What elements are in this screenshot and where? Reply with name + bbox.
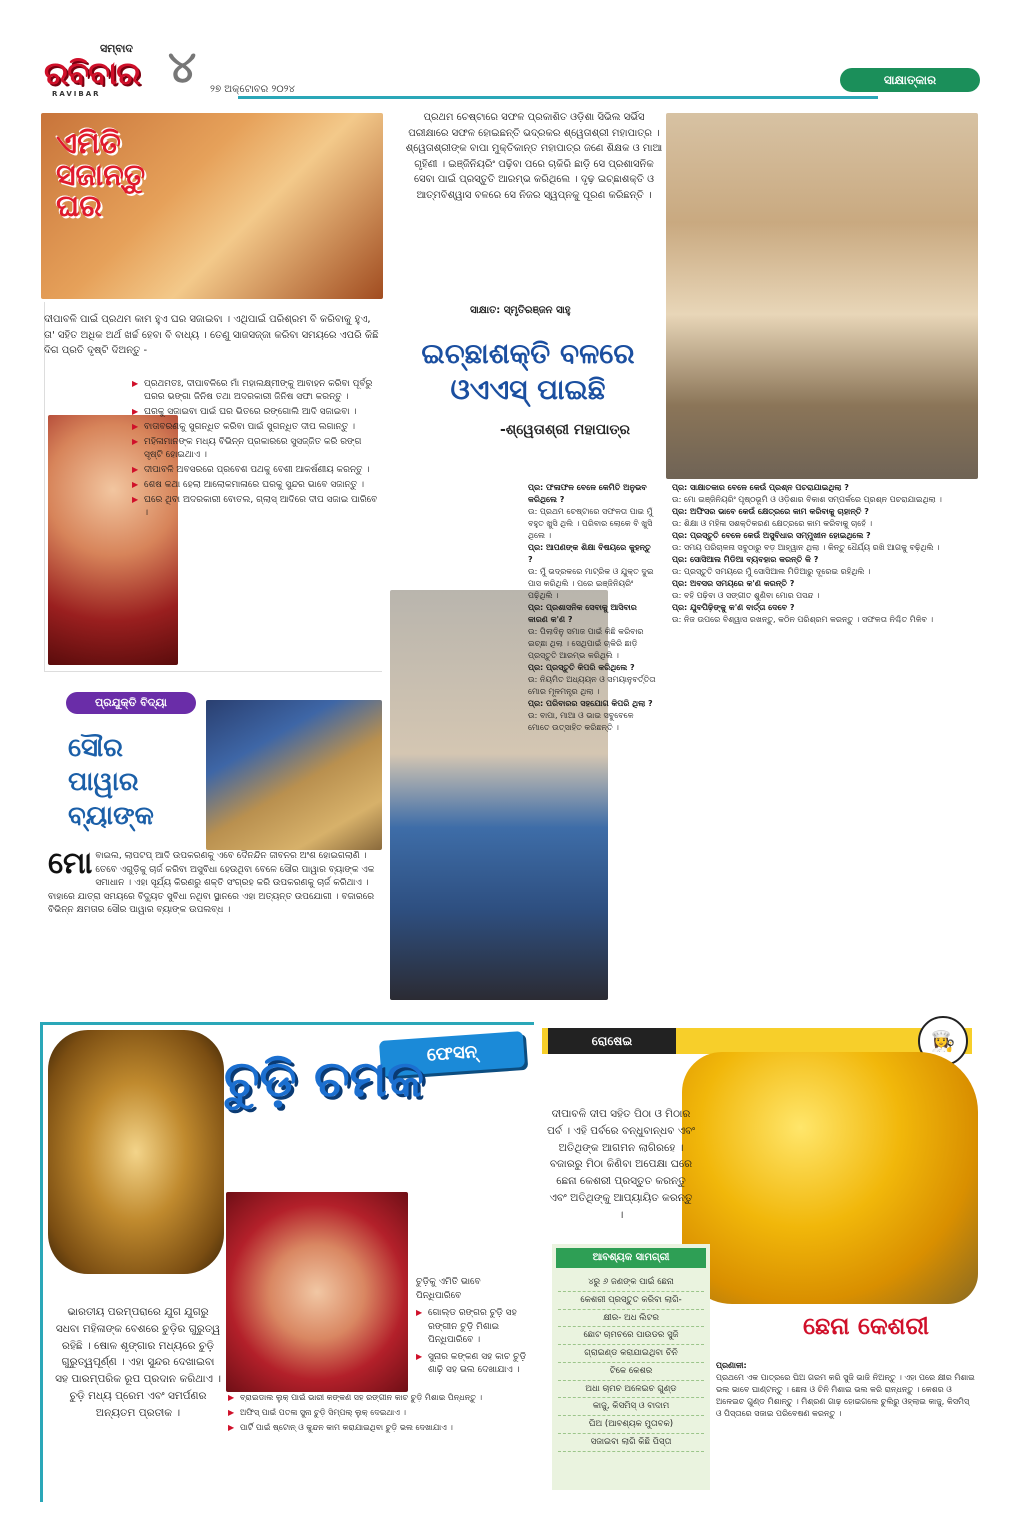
ingredient-item: ଅଧା ଚାମଚ ଅଳେଇଚ ଗୁଣ୍ଡ bbox=[558, 1381, 704, 1399]
decor-tip: ▶ ଦୀପାବଳି ଅବସରରେ ପ୍ରବେଶ ପଥକୁ ବେଶୀ ଆକର୍ଷଣୀୟ କରନ୍ତୁ । bbox=[132, 464, 380, 477]
chef-icon: 👩‍🍳 bbox=[918, 1016, 968, 1066]
fashion-side-tip: ▶ ସୁନାର କଙ୍କଣ ସହ କାଚ ଚୁଡ଼ି ଶାଢ଼ି ସହ ଭଲ ଦେଖାଯାଏ । bbox=[416, 1351, 528, 1378]
decor-tip: ▶ ପ୍ରଥମତଃ, ଦୀପାବଳିରେ ମାଁ ମହାଲକ୍ଷ୍ମୀଙ୍କୁ ଆବାହନ କରିବା ପୂର୍ବରୁ ଘରର ଭଙ୍ଗା ଜିନିଷ ତଥା ଅଦରକାରୀ ଜିନିଷ ସଫା କରନ୍ତୁ । bbox=[132, 378, 380, 404]
qa-question: ପ୍ର: ଯୁବପିଢ଼ିଙ୍କୁ କ'ଣ ବାର୍ତ୍ତା ଦେବେ ? bbox=[672, 603, 795, 612]
ingredient-item: କେଶରୀ ପ୍ରସ୍ତୁତ କରିବା ଲାଗି- bbox=[558, 1292, 704, 1310]
solar-dropcap: ମୋ bbox=[48, 846, 93, 881]
interview-intro: ପ୍ରଥମ ଚେଷ୍ଟାରେ ସଫଳ ପ୍ରକାଶିତ ଓଡ଼ିଶା ସିଭିଲ ସର୍ଭିସ ପରୀକ୍ଷାରେ ସଫଳ ହୋଇଛନ୍ତି ଭଦ୍ରକର ଶ୍ୱେତାଶ୍ରୀ ମହାପାତ୍ର । ଶ୍ୱେତାଶ୍ରୀଙ୍କ ବାପା ମୁକ୍ତିକାନ୍ତ ମହାପାତ୍ର ଜଣେ ଶିକ୍ଷକ ଓ ମାଆ ଗୃହିଣୀ । ଇଞ୍ଜିନିୟରିଂ ପଢ଼ିବା ପରେ ଚାକିରି ଛାଡ଼ି ସେ ପ୍ରଶାସନିକ ସେବା ପାଇଁ ପ୍ରସ୍ତୁତି ଆରମ୍ଭ କରିଥିଲେ । ଦୃଢ଼ ଇଚ୍ଛାଶକ୍ତି ଓ ଆତ୍ମବିଶ୍ୱାସ ବଳରେ ସେ ନିଜର ସ୍ୱପ୍ନକୁ ପୂରଣ କରିଛନ୍ତି । bbox=[405, 112, 663, 201]
qa-answer: ଉ: ମୋ ଇଞ୍ଜିନିୟରିଂ ପୃଷ୍ଠଭୂମି ଓ ଓଡ଼ିଶାର ବିକାଶ ସମ୍ପର୍କରେ ପ୍ରଶ୍ନ ପଚରାଯାଇଥିଲା । bbox=[672, 495, 942, 504]
page-number: ୪ bbox=[168, 42, 197, 93]
bride-photo bbox=[226, 1192, 408, 1392]
qa-question: ପ୍ର: ପ୍ରଶାସନିକ ସେବାକୁ ଆସିବାର କାରଣ କ'ଣ ? bbox=[528, 603, 637, 624]
qa-answer: ଉ: ଶିକ୍ଷା ଓ ମହିଳା ସଶକ୍ତିକରଣ କ୍ଷେତ୍ରରେ କାମ କରିବାକୁ ଚାହେଁ । bbox=[672, 519, 873, 528]
qa-answer: ଉ: ବହି ପଢ଼ିବା ଓ ସଙ୍ଗୀତ ଶୁଣିବା ମୋର ପସନ୍ଦ । bbox=[672, 591, 820, 600]
fashion-tips-list bbox=[228, 1392, 528, 1437]
recipe-intro: ଦୀପାବଳି ଦୀପ ସହିତ ପିଠା ଓ ମିଠାର ପର୍ବ । ଏହି ପର୍ବରେ ବନ୍ଧୁବାନ୍ଧବ ଏବଂ ଅତିଥିଙ୍କ ଆଗମନ ଲାଗିରହେ । ବଜାରରୁ ମିଠା କିଣିବା ଅପେକ୍ଷା ଘରେ ଛେନା କେଶରୀ ପ୍ରସ୍ତୁତ କରନ୍ତୁ ଏବଂ ଅତିଥିଙ୍କୁ ଆପ୍ୟାୟିତ କରନ୍ତୁ । bbox=[547, 1108, 695, 1221]
decor-tip: ▶ ମହିଳାମାନଙ୍କ ମଧ୍ୟ ବିଭିନ୍ନ ପ୍ରକାରରେ ସୁସଜ୍ଜିତ କରି ରଙ୍ଗ ସୃଷ୍ଟି ହୋଇଥାଏ । bbox=[132, 436, 380, 462]
fashion-side-text: ଚୁଡ଼ିକୁ ଏମିତି ଭାବେ ପିନ୍ଧିପାରିବେ bbox=[416, 1277, 481, 1301]
qa-question: ପ୍ର: ଅଫିସର ଭାବେ କେଉଁ କ୍ଷେତ୍ରରେ କାମ କରିବାକୁ ଚାହାନ୍ତି ? bbox=[672, 507, 869, 516]
qa-answer: ଉ: ବାପା, ମାଆ ଓ ଭାଇ ସବୁବେଳେ ମୋତେ ଉତ୍ସାହିତ କରିଛନ୍ତି । bbox=[528, 711, 634, 732]
decor-tips-list bbox=[132, 378, 380, 522]
method-text: ପ୍ରଥମେ ଏକ ପାତ୍ରରେ ଘିଅ ଗରମ କରି ସୁଜି ଭାଜି ନିଅନ୍ତୁ । ଏହା ପରେ କ୍ଷୀର ମିଶାଇ ଭଲ ଭାବେ ଘାଣ୍ଟନ୍ତୁ । ଛେନା ଓ ଚିନି ମିଶାଇ ଭଲ କରି ରାନ୍ଧନ୍ତୁ । କେଶର ଓ ଅଳେଇଚ ଗୁଣ୍ଡ ମିଶାନ୍ତୁ । ମିଶ୍ରଣ ଗାଢ଼ ହୋଇଗଲେ ଚୁଲିରୁ ଓହ୍ଲାଇ କାଜୁ, କିସମିସ୍ ଓ ପିସ୍ତାରେ ସଜାଇ ପରିବେଷଣ କରନ୍ତୁ । bbox=[716, 1373, 975, 1418]
newspaper-logo bbox=[38, 40, 166, 102]
interview-headline: ଇଚ୍ଛାଶକ୍ତି ବଳରେ ଓଏଏସ୍ ପାଇଛି bbox=[421, 337, 635, 407]
decor-tip: ▶ ବାତାବରଣକୁ ସୁଗନ୍ଧିତ କରିବା ପାଇଁ ସୁଗନ୍ଧିତ ଦୀପ ଲଗାନ୍ତୁ । bbox=[132, 421, 380, 434]
decor-tip: ▶ ଶେଷ କଥା ହେଲା ଆଲୋକମାଳାରେ ଘରକୁ ସୁନ୍ଦର ଭାବେ ସଜାନ୍ତୁ । bbox=[132, 479, 380, 492]
recipe-method bbox=[716, 1360, 976, 1420]
solar-headline: ସୌର ପାୱାର ବ୍ୟାଙ୍କ bbox=[68, 733, 154, 831]
recipe-tag: ରୋଷେଇ bbox=[548, 1028, 676, 1054]
fashion-tip: ▶ ପାର୍ଟି ପାଇଁ ଷ୍ଟୋନ୍ ଓ କୁନ୍ଦନ କାମ କରାଯାଇଥିବା ଚୁଡ଼ି ଭଲ ଦେଖାଯାଏ । bbox=[228, 1422, 528, 1434]
fashion-intro: ଭାରତୀୟ ପରମ୍ପରାରେ ଯୁଗ ଯୁଗରୁ ସଧବା ମହିଳାଙ୍କ ବେଶରେ ଚୁଡ଼ିର ଗୁରୁତ୍ୱ ରହିଛି । ଷୋଳ ଶୃଙ୍ଗାର ମଧ୍ୟରେ ଚୁଡ଼ି ଗୁରୁତ୍ୱପୂର୍ଣ୍ଣ । ଏହା ସୁନ୍ଦର ଦେଖାଇବା ସହ ପାରମ୍ପରିକ ରୂପ ପ୍ରଦାନ କରିଥାଏ । ଚୁଡ଼ି ମଧ୍ୟ ପ୍ରେମ ଏବଂ ସମର୍ପଣର ଅନ୍ୟତମ ପ୍ରତୀକ । bbox=[55, 1306, 221, 1419]
ingredient-item: ସଜାଇବା ଲାଗି କିଛି ପିସ୍ତା bbox=[558, 1434, 704, 1452]
logo-sub-text: RAVIBAR bbox=[52, 90, 101, 98]
ingredient-item: ଛୋଟ ଚାମଚରେ ପାଉଡର ସୁଜି bbox=[558, 1327, 704, 1345]
qa-question: ପ୍ର: ପରିବାରର ସହଯୋଗ କିପରି ଥିଲା ? bbox=[528, 699, 653, 708]
solar-power-bank-photo bbox=[206, 700, 382, 850]
ingredients-title: ଆବଶ୍ୟକ ସାମଗ୍ରୀ bbox=[556, 1248, 706, 1268]
ingredients-list bbox=[558, 1274, 704, 1452]
qa-question: ପ୍ର: ପ୍ରସ୍ତୁତି ବେଳେ କେଉଁ ଅସୁବିଧାର ସମ୍ମୁଖୀନ ହୋଇଥିଲେ ? bbox=[672, 531, 871, 540]
qa-question: ପ୍ର: ଫଳାଫଳ ବେଳେ କେମିତି ଅନୁଭବ କରିଥିଲେ ? bbox=[528, 483, 647, 504]
decor-tip: ▶ ଘରେ ଥିବା ଅଦରକାରୀ ବୋତଲ, ଗ୍ଲାସ୍ ଆଦିରେ ଦୀପ ସଜାଇ ପାରିବେ । bbox=[132, 494, 380, 520]
ingredient-item: କାଜୁ, କିସମିସ୍ ଓ ବାଦାମ bbox=[558, 1398, 704, 1416]
qa-answer: ଉ: ନିୟମିତ ଅଧ୍ୟୟନ ଓ ସମୟାନୁବର୍ତ୍ତିତା ମୋର ମୂଳମନ୍ତ୍ର ଥିଲା । bbox=[528, 675, 656, 696]
tech-tag: ପ୍ରଯୁକ୍ତି ବିଦ୍ୟା bbox=[66, 692, 196, 714]
ingredient-item: ୪ରୁ ୬ ଜଣଙ୍କ ପାଇଁ ଛେନା bbox=[558, 1274, 704, 1292]
qa-question: ପ୍ର: ସୋସିଆଲ ମିଡିଆ ବ୍ୟବହାର କରନ୍ତି କି ? bbox=[672, 555, 819, 564]
decor-headline: ଏମିତି ସଜାନ୍ତୁ ଘର bbox=[56, 126, 146, 224]
logo-top-text: ସମ୍ବାଦ bbox=[100, 42, 133, 55]
qa-column-2 bbox=[672, 482, 980, 626]
solar-body-text: ବାଇଲ, ଲାପଟପ୍ ଆଦି ଉପକରଣକୁ ଏବେ ଦୈନନ୍ଦିନ ଜୀବନର ଅଂଶ ହୋଇଗଲାଣି । ତେବେ ଏଗୁଡ଼ିକୁ ଚାର୍ଜ କରିବା ଅସୁବିଧା ହେଉଥିବା ବେଳେ ସୌର ପାୱାର ବ୍ୟାଙ୍କ ଏକ ସମାଧାନ । ଏହା ସୂର୍ଯ୍ୟ କିରଣରୁ ଶକ୍ତି ସଂଗ୍ରହ କରି ଉପକରଣକୁ ଚାର୍ଜ କରିଥାଏ । ବାହାରେ ଯାତ୍ରା ସମୟରେ ବିଦ୍ୟୁତ ସୁବିଧା ନଥିବା ସ୍ଥାନରେ ଏହା ଅତ୍ୟନ୍ତ ଉପଯୋଗୀ । ବଜାରରେ ବିଭିନ୍ନ କ୍ଷମତାର ସୌର ପାୱାର ବ୍ୟାଙ୍କ ଉପଲବ୍ଧ । bbox=[48, 851, 375, 915]
family-photo bbox=[666, 113, 978, 479]
qa-question: ପ୍ର: ଅବସର ସମୟରେ କ'ଣ କରନ୍ତି ? bbox=[672, 579, 795, 588]
masthead-rule bbox=[238, 96, 878, 99]
solar-body bbox=[48, 846, 380, 918]
decor-intro: ଦୀପାବଳି ପାଇଁ ପ୍ରଥମ କାମ ହୁଏ ଘର ସଜାଇବା । ଏଥିପାଇଁ ପରିଶ୍ରମ ବି କରିବାକୁ ହୁଏ, ତା' ସହିତ ଅଧିକ ଅର୍ଥ ଖର୍ଚ୍ଚ ହେବା ବି ବାଧ୍ୟ । ତେଣୁ ସାଜସଜ୍ଜା କରିବା ସମୟରେ ଏପରି କିଛି ଦିଗ ପ୍ରତି ଦୃଷ୍ଟି ଦିଅନ୍ତୁ - bbox=[44, 314, 379, 356]
fashion-tag: ଫେସନ୍ bbox=[379, 1031, 525, 1077]
gold-bangle-photo bbox=[48, 1030, 224, 1274]
qa-answer: ଉ: ପିଲାଦିନୁ ସମାଜ ପାଇଁ କିଛି କରିବାର ଇଚ୍ଛା ଥିଲା । ସେଥିପାଇଁ ଚାକିରି ଛାଡ଼ି ପ୍ରସ୍ତୁତି ଆରମ୍ଭ କରିଥିଲି । bbox=[528, 627, 644, 660]
qa-answer: ଉ: ମୁଁ ଭଦ୍ରକରେ ମାଟ୍ରିକ ଓ ଯୁକ୍ତ ଦୁଇ ପାସ କରିଥିଲି । ପରେ ଇଞ୍ଜିନିୟରିଂ ପଢ଼ିଥିଲି । bbox=[528, 567, 654, 600]
decor-tip: ▶ ଘରକୁ ସଜାଇବା ପାଇଁ ଘର ଭିତରେ ରଙ୍ଗୋଲି ଆଦି ସଜାଇବା । bbox=[132, 406, 380, 419]
ingredient-item: କ୍ଷୀର- ଅଧ ଲିଟର bbox=[558, 1310, 704, 1328]
fashion-tip: ▶ ବ୍ରାଇଡାଲ ଲୁକ୍ ପାଇଁ ଭାରୀ କଙ୍କଣ ସହ ରଙ୍ଗୀନ କାଚ ଚୁଡ଼ି ମିଶାଇ ପିନ୍ଧନ୍ତୁ । bbox=[228, 1392, 528, 1404]
interview-byline: -ଶ୍ୱେତାଶ୍ରୀ ମହାପାତ୍ର bbox=[500, 422, 630, 438]
qa-column-1 bbox=[528, 482, 656, 734]
qa-question: ପ୍ର: ସାକ୍ଷାତକାର ବେଳେ କେଉଁ ପ୍ରଶ୍ନ ପଚରାଯାଇଥିଲା ? bbox=[672, 483, 849, 492]
ingredient-item: ଗ୍ରାଇଣ୍ଡ କରାଯାଇଥିବା ଚିନି bbox=[558, 1345, 704, 1363]
masthead bbox=[38, 40, 998, 102]
method-label: ପ୍ରଣାଳୀ: bbox=[716, 1361, 747, 1370]
chhena-kesari-photo bbox=[682, 1052, 978, 1304]
qa-question: ପ୍ର: ପ୍ରସ୍ତୁତି କିପରି କରିଥିଲେ ? bbox=[528, 663, 635, 672]
qa-question: ପ୍ର: ଆପଣଙ୍କ ଶିକ୍ଷା ବିଷୟରେ କୁହନ୍ତୁ ? bbox=[528, 543, 651, 564]
qa-answer: ଉ: ନିଜ ଉପରେ ବିଶ୍ୱାସ ରଖନ୍ତୁ, କଠିନ ପରିଶ୍ରମ କରନ୍ତୁ । ସଫଳତା ନିଶ୍ଚିତ ମିଳିବ । bbox=[672, 615, 934, 624]
dish-title: ଛେନା କେଶରୀ bbox=[803, 1312, 929, 1340]
qa-answer: ଉ: ସମୟ ପରିଚାଳନା ସବୁଠାରୁ ବଡ଼ ଆହ୍ୱାନ ଥିଲା । କିନ୍ତୁ ଧୈର୍ଯ୍ୟ ରଖି ଆଗକୁ ବଢ଼ିଥିଲି । bbox=[672, 543, 940, 552]
ingredient-item: ଘିଅ (ଆବଶ୍ୟକ ମୁତାବକ) bbox=[558, 1416, 704, 1434]
qa-answer: ଉ: ପ୍ରଥମ ଚେଷ୍ଟାରେ ସଫଳତା ପାଇ ମୁଁ ବହୁତ ଖୁସି ଥିଲି । ପରିବାର ଲୋକେ ବି ଖୁସି ଥିଲେ । bbox=[528, 507, 653, 540]
fashion-tip: ▶ ଅଫିସ୍ ପାଇଁ ପତଳା ସୁନା ଚୁଡ଼ି ସିମ୍ପଲ୍ ଲୁକ୍ ଦେଇଥାଏ । bbox=[228, 1407, 528, 1419]
logo-main-text: ରବିବାର bbox=[44, 54, 140, 92]
qa-answer: ଉ: ପ୍ରସ୍ତୁତି ସମୟରେ ମୁଁ ସୋସିଆଲ ମିଡିଆରୁ ଦୂରେଇ ରହିଥିଲି । bbox=[672, 567, 871, 576]
issue-date: ୨୭ ଅକ୍ଟୋବର ୨୦୨୪ bbox=[210, 84, 295, 95]
fashion-headline: ଚୁଡ଼ି ଚମକ bbox=[224, 1050, 424, 1108]
interview-credit: ସାକ୍ଷାତ: ସ୍ମୃତିରଞ୍ଜନ ସାହୁ bbox=[470, 305, 571, 316]
section-tag: ସାକ୍ଷାତ୍‌କାର bbox=[840, 68, 980, 92]
ingredient-item: ଟିକେ କେଶର bbox=[558, 1363, 704, 1381]
fashion-side-tip: ▶ ଗୋଲ୍ଡ ରଙ୍ଗର ଚୁଡ଼ି ସହ ରଙ୍ଗୀନ ଚୁଡ଼ି ମିଶାଇ ପିନ୍ଧିପାରିବେ । bbox=[416, 1307, 528, 1348]
fashion-side-notes bbox=[416, 1276, 528, 1381]
